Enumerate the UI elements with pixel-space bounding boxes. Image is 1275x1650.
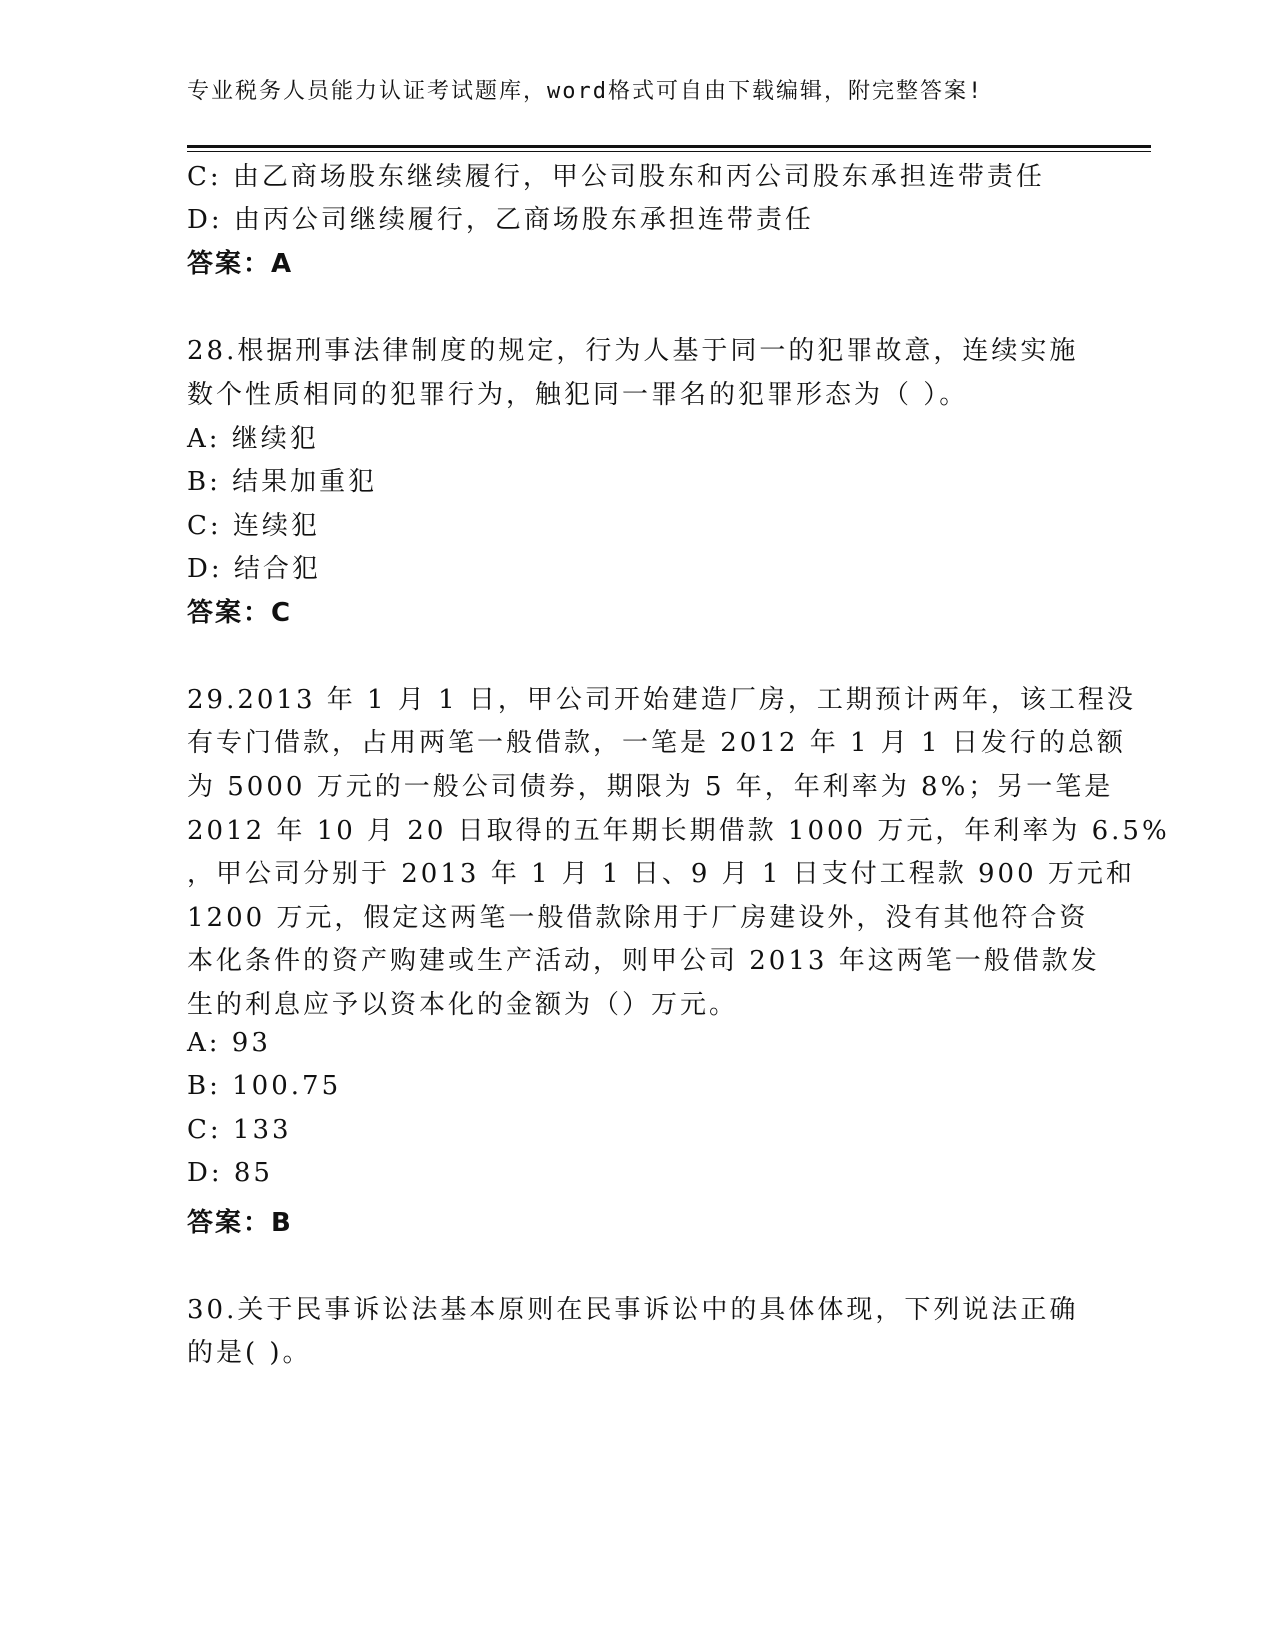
- q28-stem-line-2: 数个性质相同的犯罪行为，触犯同一罪名的犯罪形态为（ ）。: [187, 380, 969, 410]
- q28-stem-line-1: 28.根据刑事法律制度的规定，行为人基于同一的犯罪故意，连续实施: [187, 336, 1079, 366]
- q29-stem-line-6: 1200 万元，假定这两笔一般借款除用于厂房建设外，没有其他符合资: [187, 903, 1089, 933]
- q28-option-d: D: 结合犯: [187, 554, 321, 584]
- q29-stem-line-1: 29.2013 年 1 月 1 日，甲公司开始建造厂房，工期预计两年，该工程没: [187, 685, 1136, 715]
- q29-option-a: A: 93: [187, 1028, 271, 1058]
- header-rule-thick: [187, 145, 1151, 148]
- q29-stem-line-4: 2012 年 10 月 20 日取得的五年期长期借款 1000 万元，年利率为 6.5%: [187, 816, 1170, 846]
- q29-stem-line-3: 为 5000 万元的一般公司债券，期限为 5 年，年利率为 8%；另一笔是: [187, 772, 1114, 802]
- q29-stem-line-2: 有专门借款，占用两笔一般借款，一笔是 2012 年 1 月 1 日发行的总额: [187, 728, 1126, 758]
- q28-option-b: B: 结果加重犯: [187, 467, 378, 497]
- q27-option-c: C: 由乙商场股东继续履行，甲公司股东和丙公司股东承担连带责任: [187, 162, 1045, 192]
- q29-answer: 答案：B: [187, 1208, 293, 1238]
- q30-stem-line-1: 30.关于民事诉讼法基本原则在民事诉讼中的具体体现，下列说法正确: [187, 1295, 1079, 1325]
- q30-stem-line-2: 的是( )。: [187, 1338, 312, 1368]
- q29-option-c: C: 133: [187, 1115, 292, 1145]
- q28-answer: 答案：C: [187, 598, 293, 628]
- q29-stem-line-7: 本化条件的资产购建或生产活动，则甲公司 2013 年这两笔一般借款发: [187, 946, 1100, 976]
- q29-stem-line-5: ，甲公司分别于 2013 年 1 月 1 日、9 月 1 日支付工程款 900 万元和: [187, 859, 1135, 889]
- header-rule-thin: [187, 151, 1151, 152]
- q29-stem-line-8: 生的利息应予以资本化的金额为（）万元。: [187, 990, 739, 1020]
- q28-option-a: A: 继续犯: [187, 424, 319, 454]
- q29-option-d: D: 85: [187, 1158, 273, 1188]
- page-header: 专业税务人员能力认证考试题库，word格式可自由下载编辑，附完整答案!: [187, 79, 984, 104]
- q28-option-c: C: 连续犯: [187, 511, 320, 541]
- q27-option-d: D: 由丙公司继续履行，乙商场股东承担连带责任: [187, 205, 814, 235]
- q29-option-b: B: 100.75: [187, 1071, 342, 1101]
- q27-answer: 答案：A: [187, 249, 294, 279]
